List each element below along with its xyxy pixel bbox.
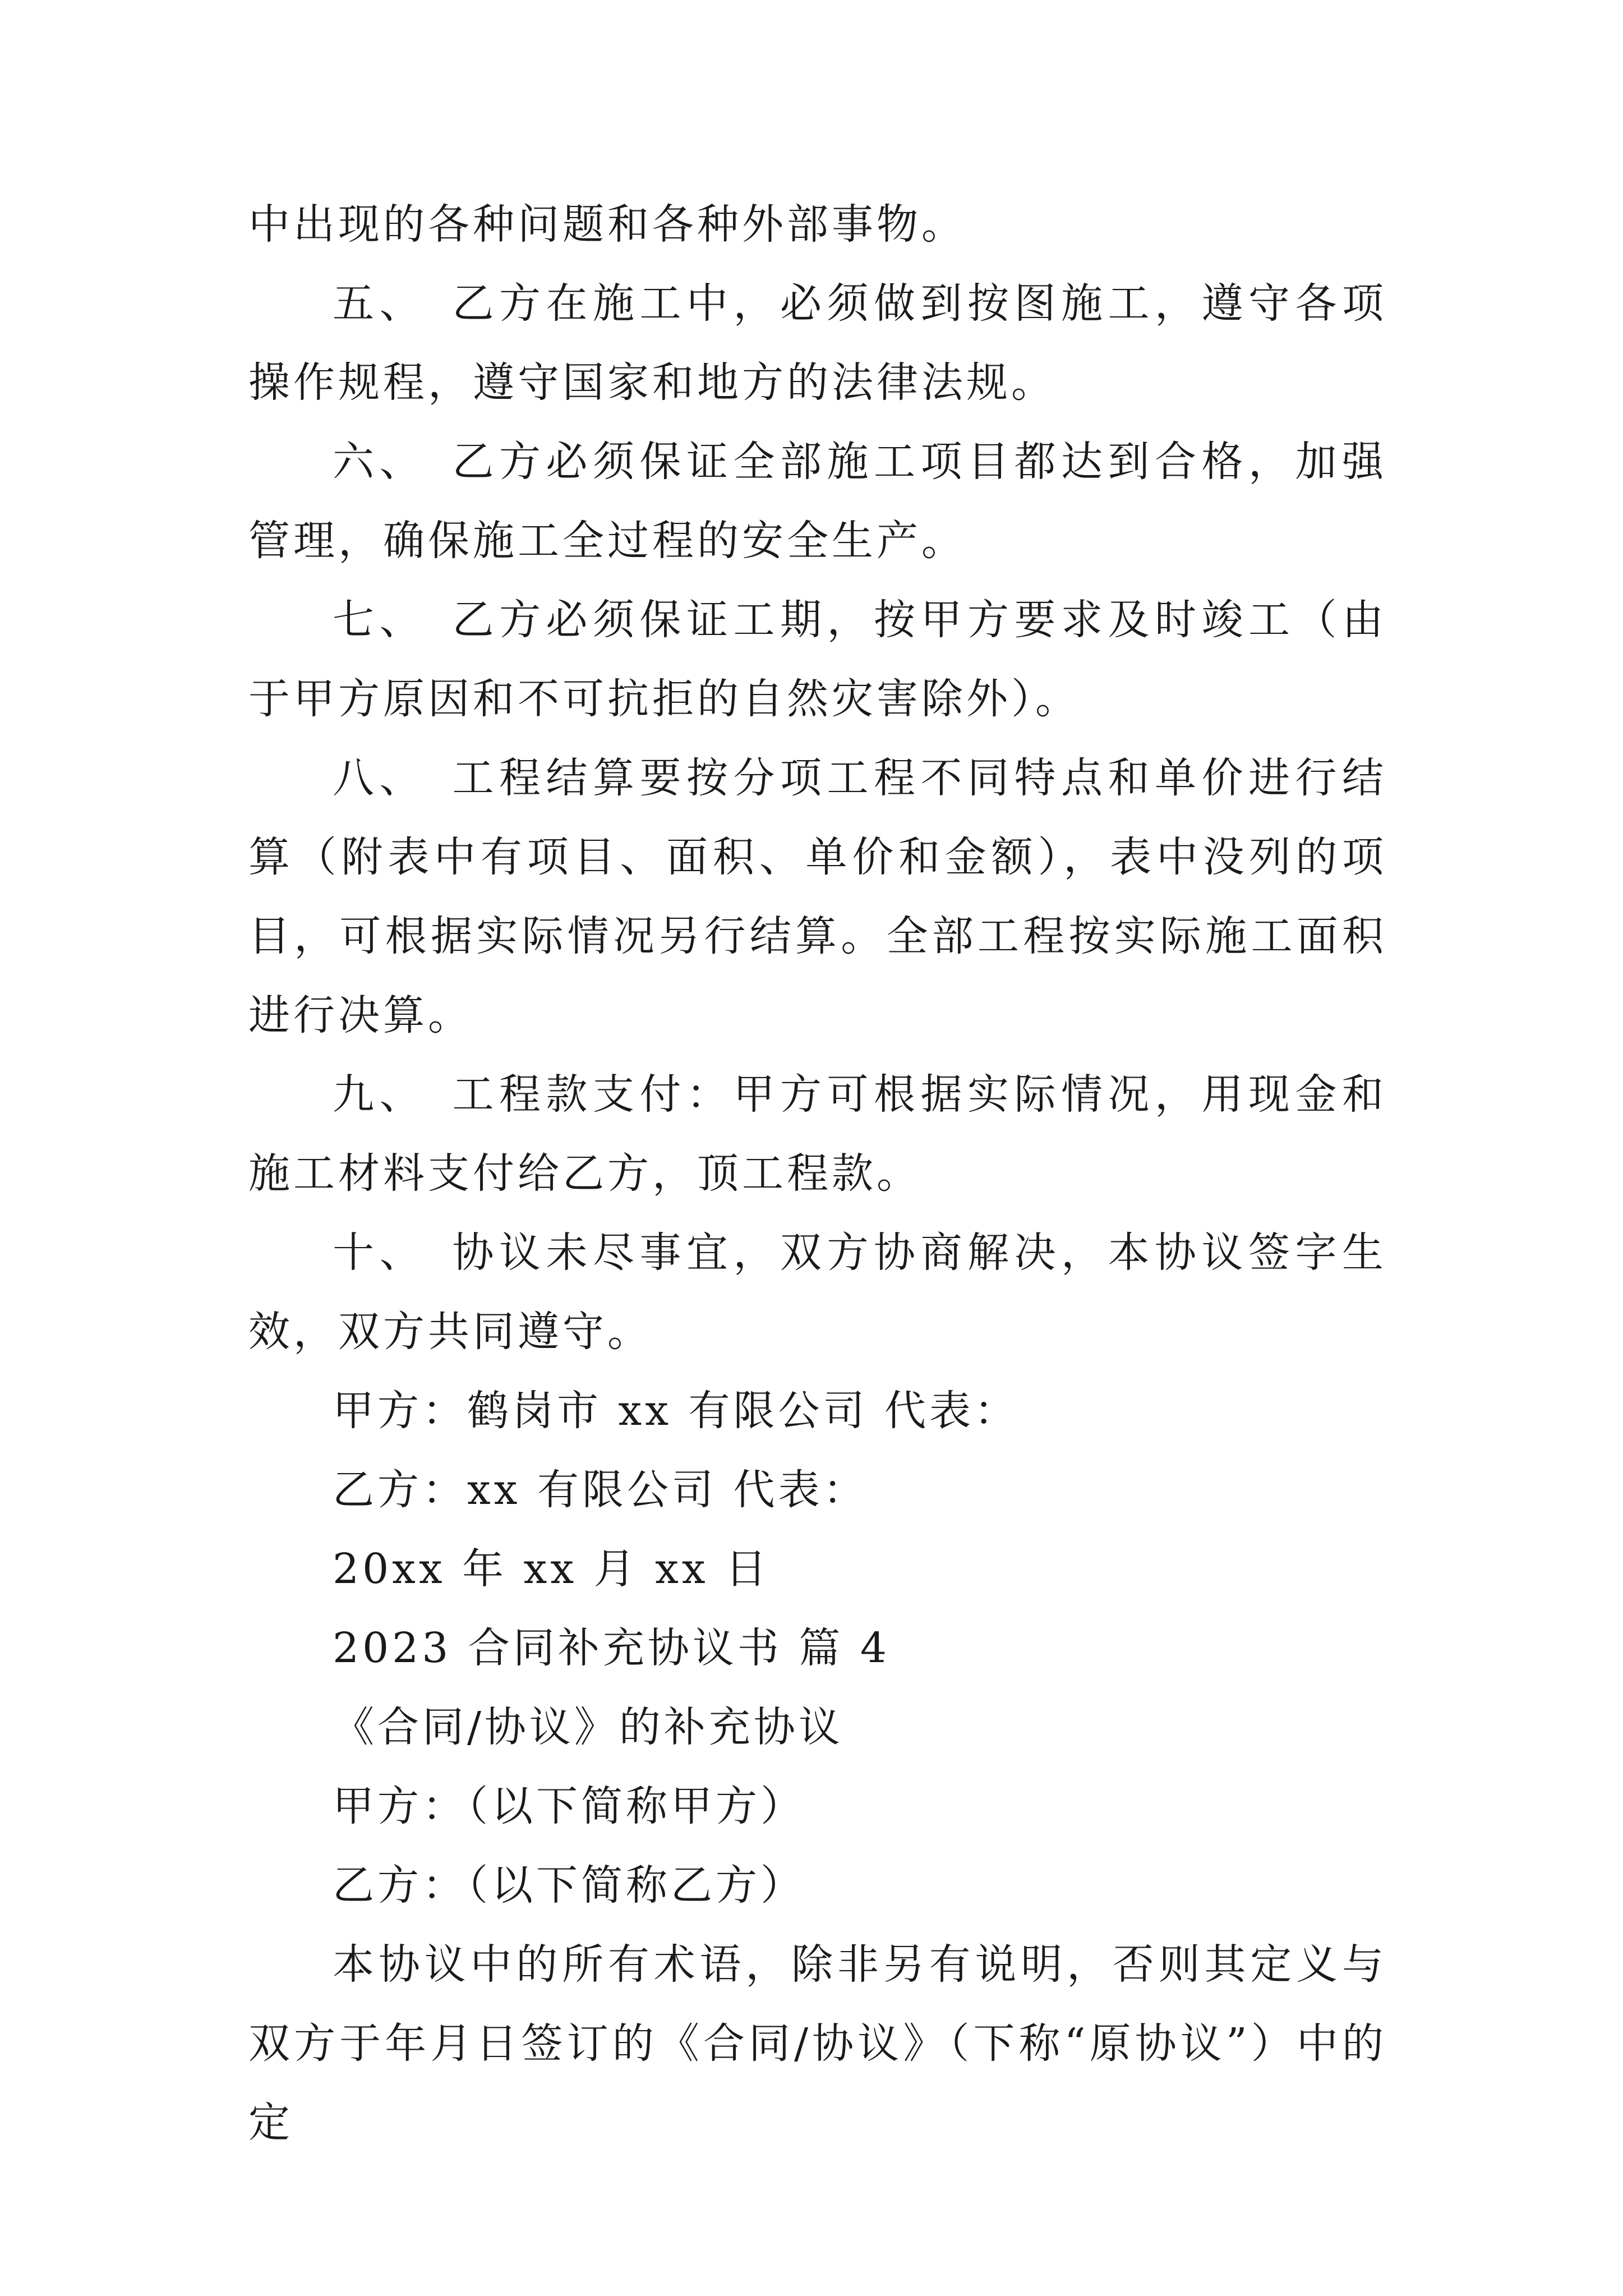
- sub-party-b: 乙方：（以下简称乙方）: [333, 1861, 805, 1910]
- clause-9: 九、 工程款支付：甲方可根据实际情况，用现金和施工材料支付给乙方，顶工程款。: [248, 1070, 1387, 1198]
- party-a-signature: 甲方：鹤岗市 xx 有限公司 代表：: [333, 1387, 1020, 1435]
- clause-8: 八、 工程结算要按分项工程不同特点和单价进行结算（附表中有项目、面积、单价和金额），表中没列的项目，可根据实际情况另行结算。全部工程按实际施工面积进行决算。: [248, 754, 1387, 1039]
- sub-party-a: 甲方：（以下简称甲方）: [333, 1782, 805, 1830]
- paragraph-continuation: 中出现的各种问题和各种外部事物。: [248, 200, 966, 249]
- clause-10: 十、 协议未尽事宜，双方协商解决，本协议签字生效，双方共同遵守。: [248, 1228, 1387, 1356]
- party-b-signature: 乙方：xx 有限公司 代表：: [333, 1466, 868, 1514]
- clause-5: 五、 乙方在施工中，必须做到按图施工，遵守各项操作规程，遵守国家和地方的法律法规。: [248, 279, 1387, 407]
- section-title: 2023 合同补充协议书 篇 4: [333, 1624, 890, 1672]
- document-body: [248, 185, 1387, 2162]
- clause-7: 七、 乙方必须保证工期，按甲方要求及时竣工（由于甲方原因和不可抗拒的自然灾害除外）。: [248, 596, 1387, 723]
- clause-6: 六、 乙方必须保证全部施工项目都达到合格，加强管理，确保施工全过程的安全生产。: [248, 438, 1387, 565]
- agreement-subtitle: 《合同/协议》的补充协议: [333, 1703, 843, 1751]
- signing-date: 20xx 年 xx 月 xx 日: [333, 1545, 771, 1593]
- definitions-paragraph: 本协议中的所有术语，除非另有说明，否则其定义与双方于年月日签订的《合同/协议》（下称“原协议”）中的定: [248, 1940, 1387, 2147]
